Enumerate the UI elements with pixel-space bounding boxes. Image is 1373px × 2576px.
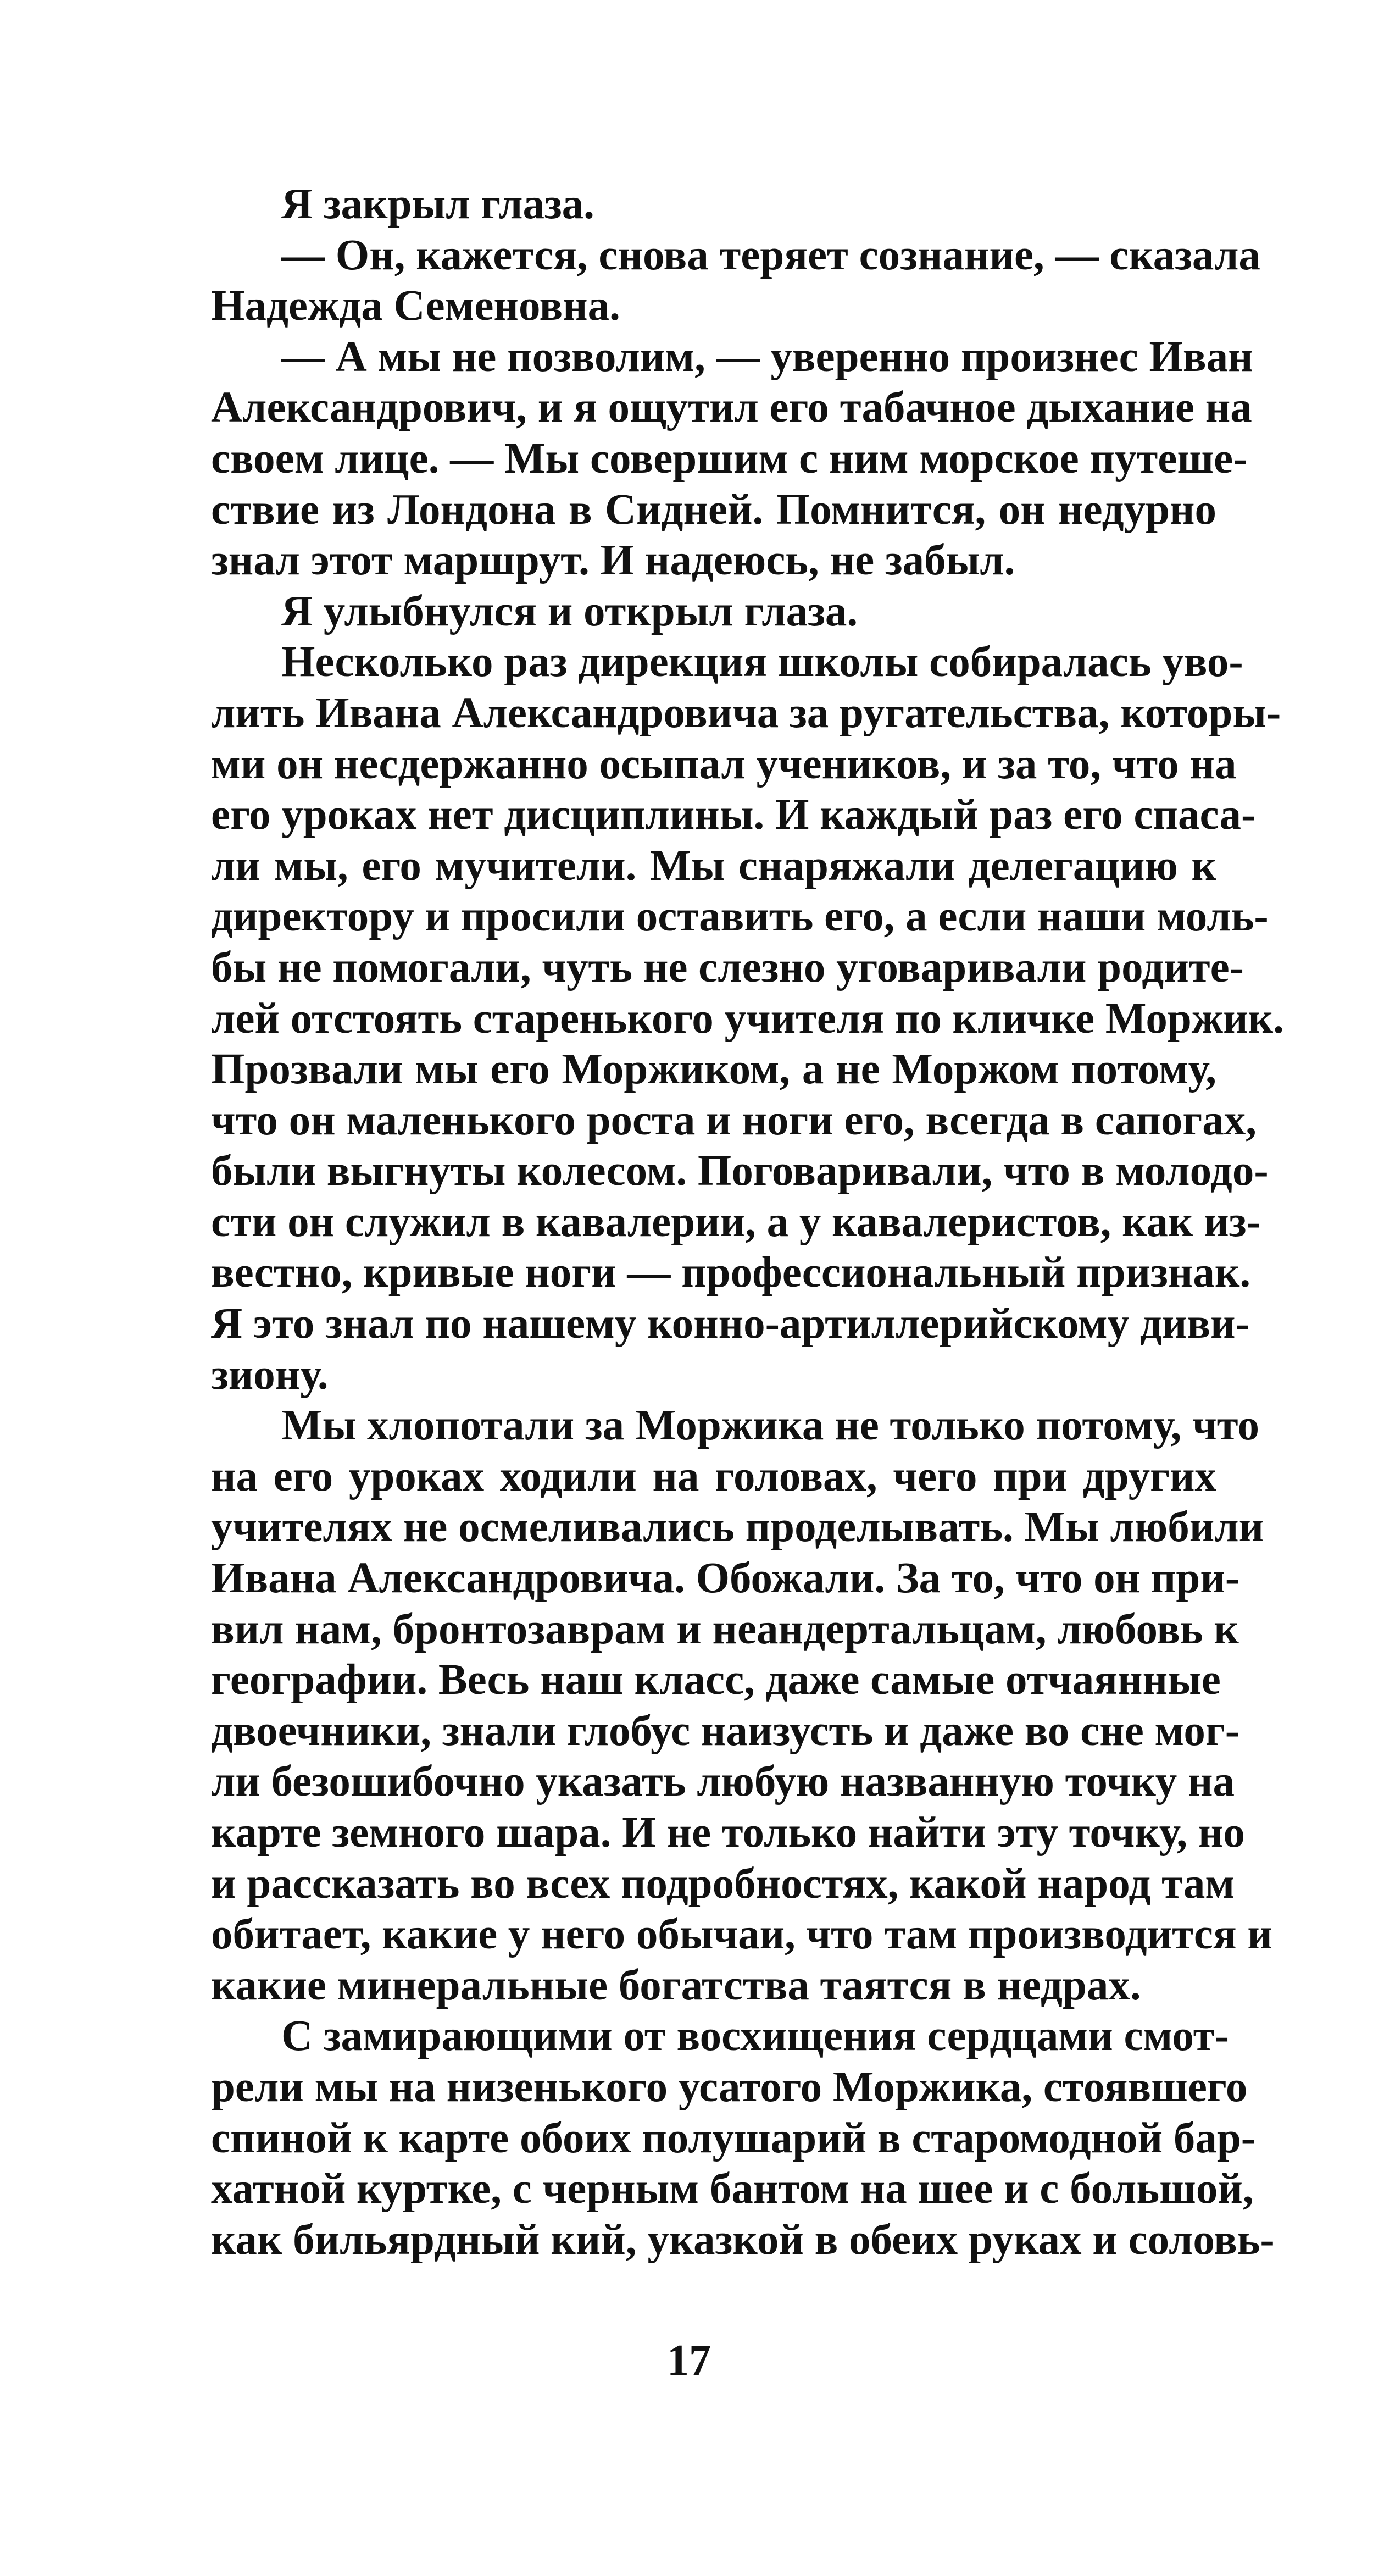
text-line: Я закрыл глаза.	[281, 180, 594, 228]
text-line: Александрович, и я ощутил его табачное дыхание на	[211, 384, 1252, 432]
text-line: что он маленького роста и ноги его, всегда в сапогах,	[211, 1096, 1257, 1144]
text-line: ствие из Лондона в Сидней. Помнится, он недурно	[211, 485, 1216, 534]
text-line: на его уроках ходили на головах, чего при других	[211, 1452, 1216, 1500]
text-line: сти он служил в кавалерии, а у кавалеристов, как из-	[211, 1198, 1261, 1246]
body-text	[211, 179, 1284, 2265]
text-line: какие минеральные богатства таятся в недрах.	[211, 1961, 1141, 2009]
page-number: 17	[667, 2336, 711, 2385]
text-line: спиной к карте обоих полушарий в старомодной бар-	[211, 2114, 1256, 2162]
text-line: его уроках нет дисциплины. И каждый раз его спаса-	[211, 791, 1256, 839]
text-line: Я улыбнулся и открыл глаза.	[281, 587, 858, 635]
text-line: двоечники, знали глобус наизусть и даже во сне мог-	[211, 1707, 1240, 1755]
text-line: ли безошибочно указать любую названную точку на	[211, 1758, 1235, 1806]
text-line: Прозвали мы его Моржиком, а не Моржом потому,	[211, 1045, 1216, 1094]
text-line: знал этот маршрут. И надеюсь, не забыл.	[211, 536, 1015, 585]
text-line: рели мы на низенького усатого Моржика, стоявшего	[211, 2063, 1248, 2111]
text-line: Мы хлопотали за Моржика не только потому, что	[281, 1401, 1260, 1450]
text-line: Надежда Семеновна.	[211, 282, 620, 330]
text-line: учителях не осмеливались проделывать. Мы любили	[211, 1503, 1264, 1552]
text-line: и рассказать во всех подробностях, какой народ там	[211, 1859, 1235, 1908]
text-line: лей отстоять старенького учителя по кличке Моржик.	[211, 994, 1284, 1043]
text-line: географии. Весь наш класс, даже самые отчаянные	[211, 1656, 1221, 1704]
text-line: как бильярдный кий, указкой в обеих руках и соловь-	[211, 2215, 1275, 2264]
text-line: — А мы не позволим, — уверенно произнес Иван	[281, 333, 1253, 381]
text-line: Ивана Александровича. Обожали. За то, что он при-	[211, 1554, 1240, 1603]
text-line: директору и просили оставить его, а если наши моль-	[211, 893, 1269, 941]
text-line: были выгнуты колесом. Поговаривали, что в молодо-	[211, 1147, 1269, 1195]
text-line: хатной куртке, с черным бантом на шее и с большой,	[211, 2165, 1254, 2213]
text-line: обитает, какие у него обычаи, что там производится и	[211, 1910, 1272, 1959]
text-line: ми он несдержанно осыпал учеников, и за то, что на	[211, 740, 1237, 788]
text-line: ли мы, его мучители. Мы снаряжали делегацию к	[211, 841, 1216, 890]
text-line: бы не помогали, чуть не слезно уговаривали родите-	[211, 943, 1244, 991]
text-line: С замирающими от восхищения сердцами смот-	[281, 2012, 1229, 2060]
text-line: лить Ивана Александровича за ругательства, которы-	[211, 689, 1281, 737]
text-line: карте земного шара. И не только найти эту точку, но	[211, 1809, 1245, 1857]
text-line: вестно, кривые ноги — профессиональный признак.	[211, 1249, 1251, 1297]
text-line: — Он, кажется, снова теряет сознание, — сказала	[281, 231, 1260, 279]
text-line: Несколько раз дирекция школы собиралась уво-	[281, 638, 1243, 686]
text-line: своем лице. — Мы совершим с ним морское путеше-	[211, 434, 1248, 483]
text-line: зиону.	[211, 1350, 329, 1399]
text-line: Я это знал по нашему конно-артиллерийскому диви-	[211, 1300, 1250, 1348]
text-line: вил нам, бронтозаврам и неандертальцам, любовь к	[211, 1605, 1239, 1653]
